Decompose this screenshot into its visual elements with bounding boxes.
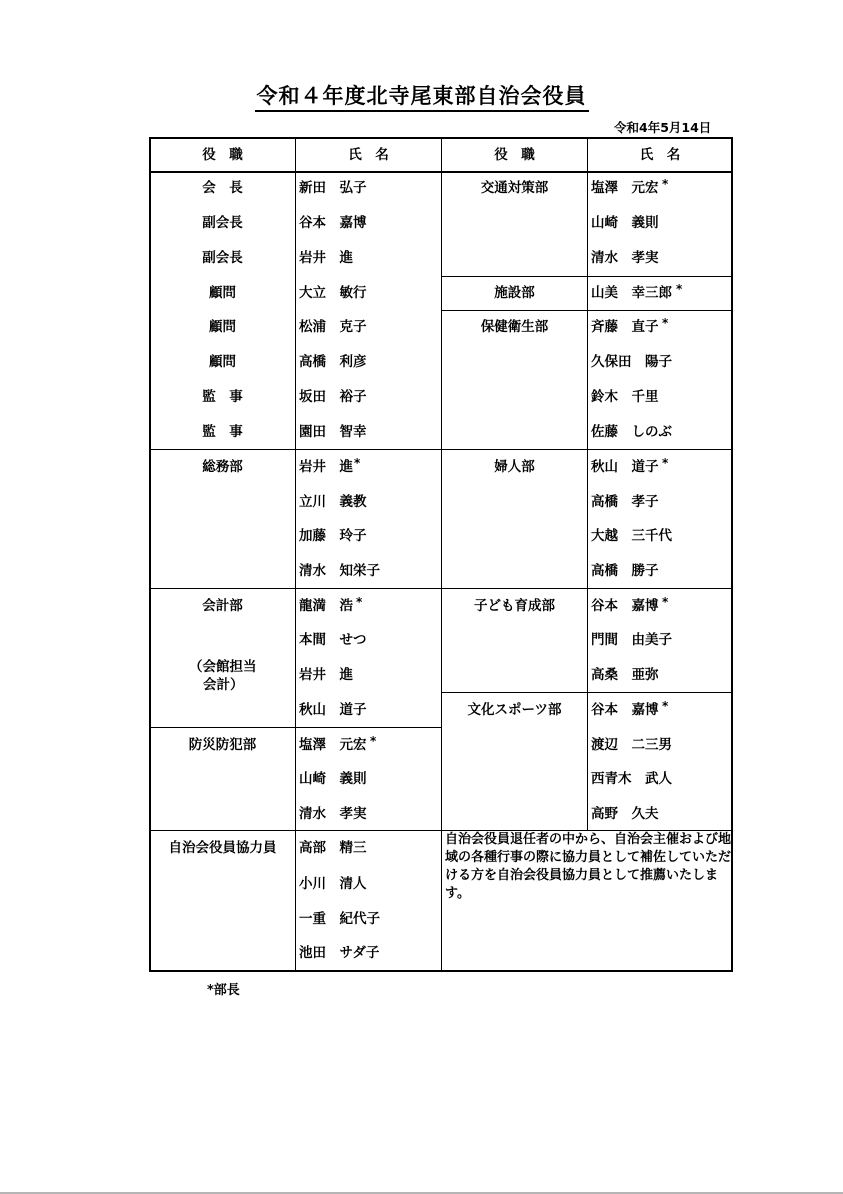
officer-name: 園田 智幸 bbox=[299, 424, 367, 440]
officer-role: 副会長 bbox=[202, 215, 243, 231]
member-name: 高橋 勝子 bbox=[591, 563, 659, 579]
officer-name: 大立 敏行 bbox=[299, 285, 367, 301]
officer-name: 岩井 進 bbox=[299, 250, 353, 266]
col-divider-2 bbox=[441, 137, 442, 972]
dept-role-fujin: 婦人部 bbox=[494, 459, 535, 475]
officer-role: 監 事 bbox=[202, 389, 243, 405]
dept-role-soumu: 総務部 bbox=[202, 459, 243, 475]
col-divider-3 bbox=[587, 137, 588, 831]
member-name: 岩井 進 bbox=[299, 459, 353, 475]
member-name: 山崎 義則 bbox=[591, 215, 659, 231]
member-name: 加藤 玲子 bbox=[299, 528, 367, 544]
member-name: 本間 せつ bbox=[299, 632, 367, 648]
officer-role: 顧問 bbox=[209, 285, 236, 301]
col-divider-1 bbox=[295, 137, 296, 972]
officer-role: 監 事 bbox=[202, 424, 243, 440]
member-name: 山崎 義則 bbox=[299, 771, 367, 787]
dept-role-kaikei: 会計部 bbox=[202, 598, 243, 614]
dept-role-kodomo: 子ども育成部 bbox=[474, 598, 555, 614]
document-date: 令和4年5月14日 bbox=[614, 120, 712, 135]
member-name: 佐藤 しのぶ bbox=[591, 424, 672, 440]
member-name: 一重 紀代子 bbox=[299, 911, 380, 927]
header-role-left: 役 職 bbox=[202, 147, 243, 163]
member-name: 鈴木 千里 bbox=[591, 389, 659, 405]
officer-name: 坂田 裕子 bbox=[299, 389, 367, 405]
officer-name: 高橋 利彦 bbox=[299, 354, 367, 370]
dept-role-bunka: 文化スポーツ部 bbox=[467, 702, 562, 718]
member-name: 門間 由美子 bbox=[591, 632, 672, 648]
officer-name: 新田 弘子 bbox=[299, 180, 367, 196]
member-name: 塩澤 元宏 bbox=[591, 180, 659, 196]
member-name: 塩澤 元宏 bbox=[299, 737, 367, 753]
member-name: 秋山 道子 bbox=[591, 459, 659, 475]
member-name: 龍満 浩 bbox=[299, 598, 353, 614]
member-name: 高橋 孝子 bbox=[591, 494, 659, 510]
member-name: 高部 精三 bbox=[299, 840, 367, 856]
member-name: 高野 久夫 bbox=[591, 806, 659, 822]
member-name: 谷本 嘉博 bbox=[591, 598, 659, 614]
dept-role-kaikei-note: （会館担当 bbox=[189, 659, 257, 675]
member-name: 大越 三千代 bbox=[591, 528, 672, 544]
head-mark: * bbox=[356, 595, 363, 609]
member-name: 秋山 道子 bbox=[299, 702, 367, 718]
member-name: 谷本 嘉博 bbox=[591, 702, 659, 718]
dept-role-hoken: 保健衛生部 bbox=[480, 319, 549, 335]
dept-role-shisetsu: 施設部 bbox=[494, 285, 535, 301]
member-name: 清水 知栄子 bbox=[299, 563, 380, 579]
officer-role: 顧問 bbox=[209, 354, 236, 370]
officer-role: 顧問 bbox=[209, 319, 236, 335]
member-name: 池田 サダ子 bbox=[299, 945, 380, 961]
member-name: 清水 孝実 bbox=[591, 250, 659, 266]
head-mark: * bbox=[662, 316, 669, 330]
head-mark: * bbox=[662, 177, 669, 191]
member-name: 高桑 亜弥 bbox=[591, 667, 659, 683]
officer-role: 会 長 bbox=[202, 180, 243, 196]
head-mark: * bbox=[662, 456, 669, 470]
dept-role-bousai: 防災防犯部 bbox=[188, 737, 257, 753]
header-name-left: 氏 名 bbox=[348, 147, 389, 163]
page-title: 令和４年度北寺尾東部自治会役員 bbox=[0, 80, 843, 110]
footnote: *部長 bbox=[207, 983, 240, 998]
member-name: 清水 孝実 bbox=[299, 806, 367, 822]
officer-role: 副会長 bbox=[202, 250, 243, 266]
head-mark: * bbox=[662, 595, 669, 609]
head-mark: * bbox=[676, 282, 683, 296]
dept-role-kaikei-note: 会計） bbox=[203, 677, 244, 693]
member-name: 岩井 進 bbox=[299, 667, 353, 683]
member-name: 渡辺 二三男 bbox=[591, 737, 672, 753]
head-mark: * bbox=[370, 734, 377, 748]
member-name: 西青木 武人 bbox=[591, 771, 672, 787]
member-name: 小川 清人 bbox=[299, 876, 367, 892]
head-mark: * bbox=[354, 456, 361, 470]
header-role-right: 役 職 bbox=[494, 147, 535, 163]
head-mark: * bbox=[662, 699, 669, 713]
officer-name: 谷本 嘉博 bbox=[299, 215, 367, 231]
member-name: 斉藤 直子 bbox=[591, 319, 659, 335]
officer-name: 松浦 克子 bbox=[299, 319, 367, 335]
member-name: 山美 幸三郎 bbox=[591, 285, 672, 301]
header-name-right: 氏 名 bbox=[639, 147, 681, 163]
cooperator-note: 自治会役員退任者の中から、自治会主催および地域の各種行事の際に協力員として補佐していただける方を自治会役員協力員として推薦いたします。 bbox=[445, 832, 732, 901]
dept-role-koutsu: 交通対策部 bbox=[480, 180, 549, 196]
member-name: 立川 義教 bbox=[299, 494, 367, 510]
member-name: 久保田 陽子 bbox=[591, 354, 672, 370]
dept-role-kyouryoku: 自治会役員協力員 bbox=[168, 840, 277, 856]
